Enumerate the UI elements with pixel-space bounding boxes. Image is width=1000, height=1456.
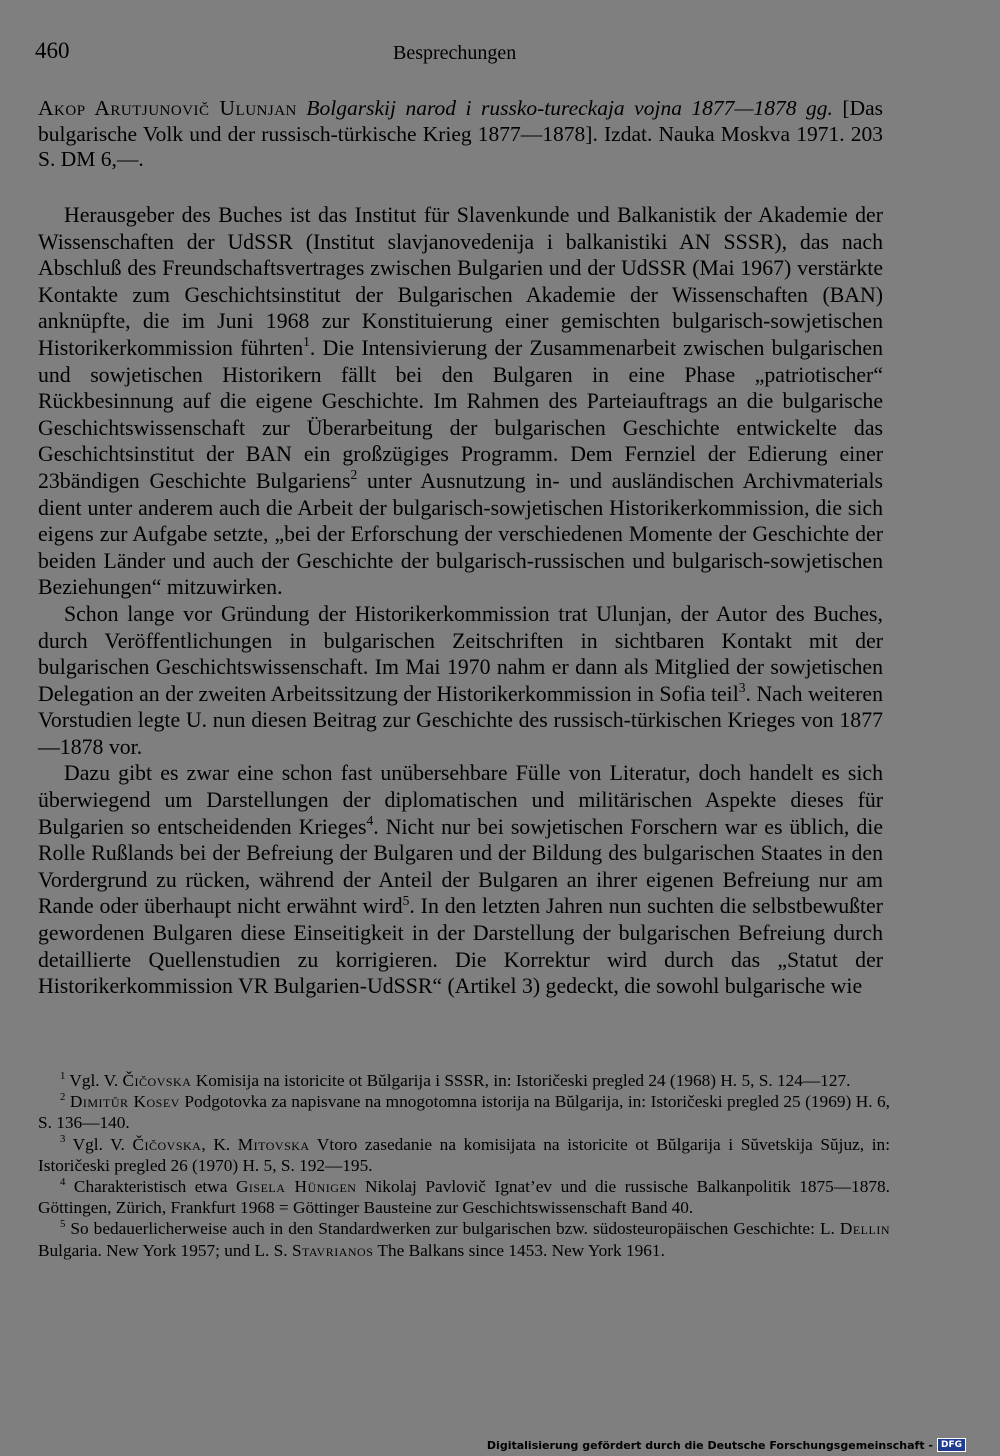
text-run: Schon lange vor Gründung der Historikerkommission trat Ulunjan, der Autor des Buches, durch Veröffentlichungen in bulgarischen Zeitschriften in sichtbaren Kontakt mit der bulgarischen Geschichtswissenschaft. Im Mai 1970 nahm er dann als Mitglied der sowjetischen Delegation an der zweiten Arbeitssitzung der Historikerkommission in Sofia teil bbox=[38, 601, 883, 706]
digitization-notice bbox=[487, 1438, 966, 1452]
footnote-ref: 5 bbox=[402, 892, 410, 908]
text-run: Podgotovka za napisvane na mnogotomna istorija na Bŭlgarija, in: Istoričeski pregled 25 (1969) H. 6, S. 136—140. bbox=[38, 1092, 891, 1133]
author-name: Čičovska bbox=[132, 1134, 202, 1154]
text-run: . In den letzten Jahren nun suchten die selbstbewußter gewordenen Bulgaren diese Einseitigkeit in der Darstellung der bulgarischen Befreiung durch detaillierte Quellenstudien zu korrigieren. Die Korrektur wird durch das „Statut der Historikerkommission VR Bulgarien-UdSSR“ (Artikel 3) gedeckt, die sowohl bulgarische wie bbox=[38, 894, 883, 999]
author-name: Gisela Hünigen bbox=[235, 1177, 357, 1197]
text-run: unter Ausnutzung in- und ausländischen Archivmaterials dient unter anderem auch die Arbeit der bulgarisch-sowjetischen Historikerkommission, die sich eigens zur Aufgabe setzte, „bei der Erforschung der verschiedenen Momente der Geschichte der beiden Länder und auch der Geschichte der bulgarisch-russischen und bulgarisch-sowjetischen Beziehungen“ mitzuwirken. bbox=[38, 468, 883, 600]
review-body bbox=[38, 202, 883, 1000]
footnote-number: 5 bbox=[60, 1218, 66, 1231]
text-run: . Die Intensivierung der Zusammenarbeit zwischen bulgarischen und sowjetischen Historikern fällt bei den Bulgaren in eine Phase „patriotischer“ Rückbesinnung auf die eigene Geschichte. Im Rahmen des Parteiauftrags an die bulgarische Geschichtswissenschaft zur Überarbeitung der bulgarischen Geschichte entwickelte das Geschichtsinstitut der BAN ein großzügiges Programm. Dem Fernziel der Edierung einer 23bändigen Geschichte Bulgariens bbox=[38, 335, 883, 493]
footnote-number: 2 bbox=[60, 1090, 66, 1103]
paragraph-3 bbox=[38, 760, 883, 999]
book-title: Bolgarskij narod i russko-tureckaja vojna 1877—1878 gg. bbox=[306, 96, 833, 120]
footnote-5 bbox=[38, 1218, 890, 1260]
text-run: Dazu gibt es zwar eine schon fast unübersehbare Fülle von Literatur, doch handelt es sich überwiegend um Darstellungen der diplomatischen und militärischen Aspekte dieses für Bulgarien so entscheidenden Krieges bbox=[38, 761, 883, 839]
running-head: Besprechungen bbox=[393, 42, 517, 64]
text-run: . Nicht nur bei sowjetischen Forschern war es üblich, die Rolle Rußlands bei der Befreiung der Bulgaren und der Bildung des bulgarischen Staates in den Vordergrund zu rücken, während der Anteil der Bulgaren an ihrer eigenen Befreiung nur am Rande oder überhaupt nicht erwähnt wird bbox=[38, 814, 883, 919]
author-name: Stavrianos bbox=[291, 1240, 374, 1260]
footnote-ref: 1 bbox=[303, 334, 310, 350]
paragraph-2 bbox=[38, 601, 883, 761]
digitization-text: Digitalisierung gefördert durch die Deutsche Forschungsgemeinschaft - bbox=[486, 1438, 933, 1452]
text-run: Charakteristisch etwa bbox=[65, 1177, 236, 1197]
review-header bbox=[38, 96, 883, 173]
footnote-ref: 2 bbox=[350, 467, 358, 482]
text-run: Komisija na istoricite ot Bŭlgarija i SSSR, in: Istoričeski pregled 24 (1968) H. 5, S. 124—127. bbox=[191, 1071, 851, 1090]
footnote-number: 3 bbox=[60, 1133, 66, 1146]
text-run: The Balkans since 1453. New York 1961. bbox=[373, 1240, 665, 1260]
footnote-4 bbox=[38, 1176, 890, 1218]
text-run: Bulgaria. New York 1957; und L. S. bbox=[38, 1240, 292, 1260]
footnote-1 bbox=[38, 1070, 890, 1091]
text-run: So bedauerlicherweise auch in den Standardwerken zur bulgarischen bzw. südosteuropäischen Geschichte: L. bbox=[65, 1219, 840, 1239]
book-details: [Das bulgarische Volk und der russisch-türkische Krieg 1877—1878]. Izdat. Nauka Moskva 1971. 203 S. DM 6,—. bbox=[38, 96, 884, 171]
text-run: . Nach weiteren Vorstudien legte U. nun diesen Beitrag zur Geschichte des russisch-türkischen Krieges von 1877—1878 vor. bbox=[38, 681, 884, 759]
footnote-ref: 4 bbox=[366, 812, 374, 828]
footnotes bbox=[38, 1070, 890, 1261]
footnote-2 bbox=[38, 1091, 890, 1133]
footnote-3 bbox=[38, 1134, 890, 1176]
text-run: Vtoro zasedanie na komisijata na istoricite ot Bŭlgarija i Sŭvetskija Sŭjuz, in: Istoričeski pregled 26 (1970) H. 5, S. 192—195. bbox=[38, 1134, 891, 1175]
text-run: Herausgeber des Buches ist das Institut für Slavenkunde und Balkanistik der Akademie der Wissenschaften der UdSSR (Institut slavjanovedenija i balkanistiki AN SSSR), das nach Abschluß des Freundschaftsvertrages zwischen Bulgarien und der UdSSR (Mai 1967) verstärkte Kontakte zum Geschichtsinstitut der Bulgarischen Akademie der Wissenschaften (BAN) anknüpfte, die im Juni 1968 zur Konstituierung einer gemischten bulgarisch-sowjetischen Historikerkommission führten bbox=[38, 203, 883, 360]
paragraph-1 bbox=[38, 202, 883, 601]
author-name: Mitovska bbox=[237, 1134, 310, 1154]
text-run: Vgl. V. bbox=[65, 1071, 123, 1090]
text-run: Vgl. V. bbox=[65, 1134, 133, 1154]
footnote-number: 4 bbox=[60, 1175, 66, 1188]
author-name: Dellin bbox=[839, 1219, 890, 1239]
page-number: 460 bbox=[35, 38, 70, 63]
footnote-number: 1 bbox=[60, 1069, 66, 1082]
author-name: Dimitŭr Kosev bbox=[69, 1092, 180, 1112]
text-run: , K. bbox=[201, 1134, 238, 1154]
text-run: Nikolaj Pavlovič Ignat’ev und die russische Balkanpolitik 1875—1878. Göttingen, Zürich, Frankfurt 1968 = Göttinger Bausteine zur Geschichtswissenschaft Band 40. bbox=[38, 1177, 890, 1218]
footnote-ref: 3 bbox=[738, 679, 746, 695]
book-author: Akop Arutjunovič Ulunjan bbox=[38, 96, 297, 120]
dfg-logo-icon: DFG bbox=[937, 1438, 966, 1452]
author-name: Čičovska bbox=[122, 1071, 192, 1090]
